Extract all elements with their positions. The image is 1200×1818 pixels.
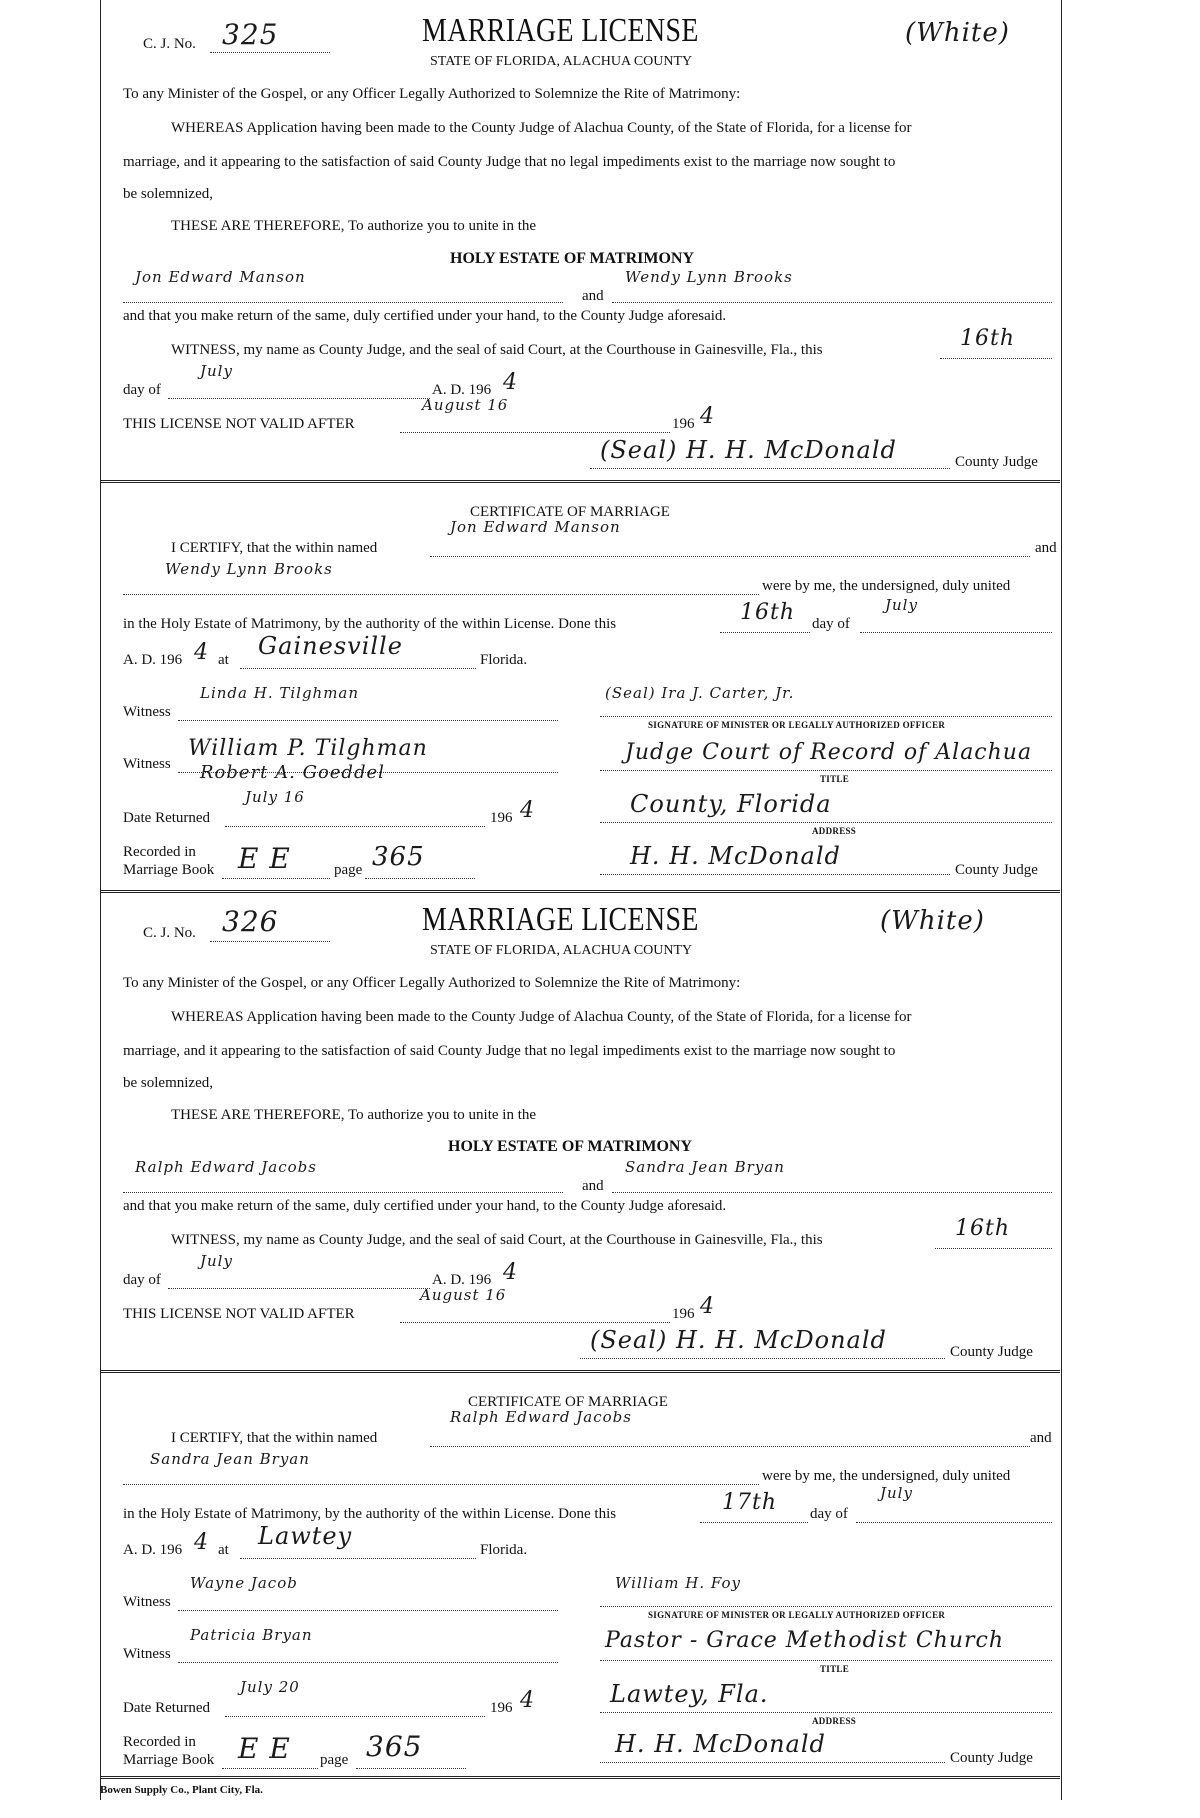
county-judge-label: County Judge: [950, 1344, 1033, 1360]
whereas-3: be solemnized,: [123, 186, 213, 202]
done-day-of: day of: [810, 1506, 848, 1522]
done-month: July: [880, 1484, 913, 1502]
return-line: and that you make return of the same, duly certified under your hand, to the County Judge aforesaid.: [123, 1198, 727, 1214]
officer-address: Lawtey, Fla.: [610, 1680, 769, 1708]
and-word: and: [582, 288, 604, 304]
holy-estate-heading: HOLY ESTATE OF MATRIMONY: [450, 250, 695, 267]
race-note: (White): [880, 906, 985, 936]
bride-name: Wendy Lynn Brooks: [625, 268, 793, 286]
page-value: 365: [366, 1730, 423, 1763]
whereas-2: marriage, and it appearing to the satisfaction of said County Judge that no legal impediments exist to the marriage now sought to: [123, 154, 896, 170]
judge-signature: (Seal) H. H. McDonald: [600, 436, 897, 464]
day-of-label: day of: [123, 1272, 161, 1288]
license-title: MARRIAGE LICENSE: [422, 901, 699, 938]
issue-month: July: [200, 1252, 233, 1270]
groom-name: Jon Edward Manson: [135, 268, 306, 286]
therefore-line: THESE ARE THEREFORE, To authorize you to unite in the: [171, 218, 537, 234]
witness-2: William P. Tilghman: [188, 736, 428, 761]
state-line: STATE OF FLORIDA, ALACHUA COUNTY: [430, 54, 693, 69]
returned-year-digit: 4: [520, 798, 535, 823]
at-label: at: [218, 652, 229, 668]
done-year: 4: [194, 640, 209, 665]
license-title: MARRIAGE LICENSE: [422, 12, 699, 49]
date-returned: July 16: [245, 788, 305, 806]
recorded-label: Recorded in: [123, 1734, 196, 1750]
witness-label-1: Witness: [123, 704, 171, 720]
book-label: Marriage Book: [123, 1752, 215, 1768]
book-value: E E: [238, 842, 291, 875]
officer-sig-label: SIGNATURE OF MINISTER OR LEGALLY AUTHORIZED OFFICER: [648, 1610, 946, 1620]
not-valid-year-digit: 4: [700, 404, 715, 429]
therefore-line: THESE ARE THEREFORE, To authorize you to unite in the: [171, 1107, 537, 1123]
page-label: page: [320, 1752, 349, 1768]
cj-number: 325: [222, 18, 279, 51]
witness-label-2: Witness: [123, 1646, 171, 1662]
footer-separator: [100, 1776, 1060, 1779]
holy-line: in the Holy Estate of Matrimony, by the authority of the within License. Done this: [123, 1506, 617, 1522]
ad-label: A. D. 196: [432, 382, 492, 398]
and-word: and: [582, 1178, 604, 1194]
state-line: STATE OF FLORIDA, ALACHUA COUNTY: [430, 943, 693, 958]
witness-1: Wayne Jacob: [190, 1574, 298, 1592]
not-valid-date: August 16: [422, 396, 509, 414]
certificate-title: CERTIFICATE OF MARRIAGE: [468, 1394, 668, 1410]
at-label: at: [218, 1542, 229, 1558]
holy-estate-heading: HOLY ESTATE OF MATRIMONY: [448, 1138, 693, 1155]
printer-imprint: Bowen Supply Co., Plant City, Fla.: [100, 1784, 263, 1796]
done-year: 4: [194, 1530, 209, 1555]
page-value: 365: [372, 842, 425, 872]
day-of-label: day of: [123, 382, 161, 398]
officer-address: County, Florida: [630, 790, 832, 818]
book-label: Marriage Book: [123, 862, 215, 878]
cert-bride-name: Sandra Jean Bryan: [150, 1450, 310, 1468]
license-separator: [100, 890, 1060, 893]
not-valid-label: THIS LICENSE NOT VALID AFTER: [123, 1306, 355, 1322]
divider: [100, 1370, 1060, 1373]
page-label: page: [334, 862, 363, 878]
county-judge-label-2: County Judge: [950, 1750, 1033, 1766]
witness-2: Patricia Bryan: [190, 1626, 313, 1644]
date-returned-label: Date Returned: [123, 810, 211, 826]
bride-name: Sandra Jean Bryan: [625, 1158, 785, 1176]
county-judge-label: County Judge: [955, 454, 1038, 470]
return-line: and that you make return of the same, duly certified under your hand, to the County Judge aforesaid.: [123, 308, 727, 324]
issue-year: 4: [503, 370, 518, 395]
issue-month: July: [200, 362, 233, 380]
witness-line: WITNESS, my name as County Judge, and the seal of said Court, at the Courthouse in Gainesville, Fla., this: [171, 1232, 823, 1248]
issue-day: 16th: [955, 1216, 1011, 1241]
done-place: Gainesville: [258, 632, 403, 660]
done-place: Lawtey: [258, 1522, 353, 1550]
florida-label: Florida.: [480, 1542, 528, 1558]
title-label: TITLE: [820, 1664, 850, 1674]
whereas-1: WHEREAS Application having been made to the County Judge of Alachua County, of the State of Florida, for a license for: [171, 1009, 912, 1025]
judge-signature: (Seal) H. H. McDonald: [590, 1326, 887, 1354]
address-label: ADDRESS: [812, 1716, 857, 1726]
not-valid-year-digit: 4: [700, 1294, 715, 1319]
issue-year: 4: [503, 1260, 518, 1285]
holy-line: in the Holy Estate of Matrimony, by the authority of the within License. Done this: [123, 616, 617, 632]
done-ad-label: A. D. 196: [123, 1542, 183, 1558]
certify-label: I CERTIFY, that the within named: [171, 1430, 378, 1446]
officer-signature: William H. Foy: [615, 1574, 741, 1592]
not-valid-date: August 16: [420, 1286, 507, 1304]
witness-1: Linda H. Tilghman: [200, 684, 360, 702]
date-returned-label: Date Returned: [123, 1700, 211, 1716]
done-month: July: [885, 596, 918, 614]
witness-label-2: Witness: [123, 756, 171, 772]
race-note: (White): [905, 18, 1010, 48]
officer-title: Pastor - Grace Methodist Church: [605, 1628, 1005, 1653]
and-word-2: and: [1035, 540, 1057, 556]
title-label: TITLE: [820, 774, 850, 784]
done-ad-label: A. D. 196: [123, 652, 183, 668]
cert-groom-name: Ralph Edward Jacobs: [450, 1408, 632, 1426]
officer-title: Judge Court of Record of Alachua: [625, 740, 1033, 765]
done-day: 16th: [740, 600, 796, 625]
witness-2b: Robert A. Goeddel: [200, 762, 385, 783]
cj-label: C. J. No.: [143, 36, 196, 52]
recorder-signature: H. H. McDonald: [630, 842, 841, 870]
returned-year-digit: 4: [520, 1688, 535, 1713]
book-value: E E: [238, 1732, 291, 1765]
not-valid-year: 196: [672, 416, 695, 432]
groom-name: Ralph Edward Jacobs: [135, 1158, 317, 1176]
done-day-of: day of: [812, 616, 850, 632]
issue-day: 16th: [960, 326, 1016, 351]
done-day: 17th: [722, 1490, 778, 1515]
and-word-2: and: [1030, 1430, 1052, 1446]
divider: [100, 480, 1060, 483]
united-label: were by me, the undersigned, duly united: [762, 578, 1011, 594]
cert-bride-name: Wendy Lynn Brooks: [165, 560, 333, 578]
united-label: were by me, the undersigned, duly united: [762, 1468, 1011, 1484]
whereas-3: be solemnized,: [123, 1075, 213, 1091]
recorded-label: Recorded in: [123, 844, 196, 860]
recorder-signature: H. H. McDonald: [615, 1730, 826, 1758]
cert-groom-name: Jon Edward Manson: [450, 518, 621, 536]
date-returned: July 20: [240, 1678, 300, 1696]
whereas-2: marriage, and it appearing to the satisfaction of said County Judge that no legal impediments exist to the marriage now sought to: [123, 1043, 896, 1059]
florida-label: Florida.: [480, 652, 528, 668]
cj-label: C. J. No.: [143, 925, 196, 941]
address-label: ADDRESS: [812, 826, 857, 836]
ad-label: A. D. 196: [432, 1272, 492, 1288]
cj-number: 326: [222, 905, 279, 938]
whereas-1: WHEREAS Application having been made to the County Judge of Alachua County, of the State of Florida, for a license for: [171, 120, 912, 136]
returned-year: 196: [490, 810, 513, 826]
certificate-title: CERTIFICATE OF MARRIAGE: [470, 504, 670, 520]
officer-signature: (Seal) Ira J. Carter, Jr.: [605, 684, 795, 702]
address-line: To any Minister of the Gospel, or any Officer Legally Authorized to Solemnize the Rite of Matrimony:: [123, 86, 741, 102]
witness-line: WITNESS, my name as County Judge, and the seal of said Court, at the Courthouse in Gainesville, Fla., this: [171, 342, 823, 358]
county-judge-label-2: County Judge: [955, 862, 1038, 878]
not-valid-label: THIS LICENSE NOT VALID AFTER: [123, 416, 355, 432]
not-valid-year: 196: [672, 1306, 695, 1322]
witness-label-1: Witness: [123, 1594, 171, 1610]
returned-year: 196: [490, 1700, 513, 1716]
address-line: To any Minister of the Gospel, or any Officer Legally Authorized to Solemnize the Rite of Matrimony:: [123, 975, 741, 991]
certify-label: I CERTIFY, that the within named: [171, 540, 378, 556]
officer-sig-label: SIGNATURE OF MINISTER OR LEGALLY AUTHORIZED OFFICER: [648, 720, 946, 730]
